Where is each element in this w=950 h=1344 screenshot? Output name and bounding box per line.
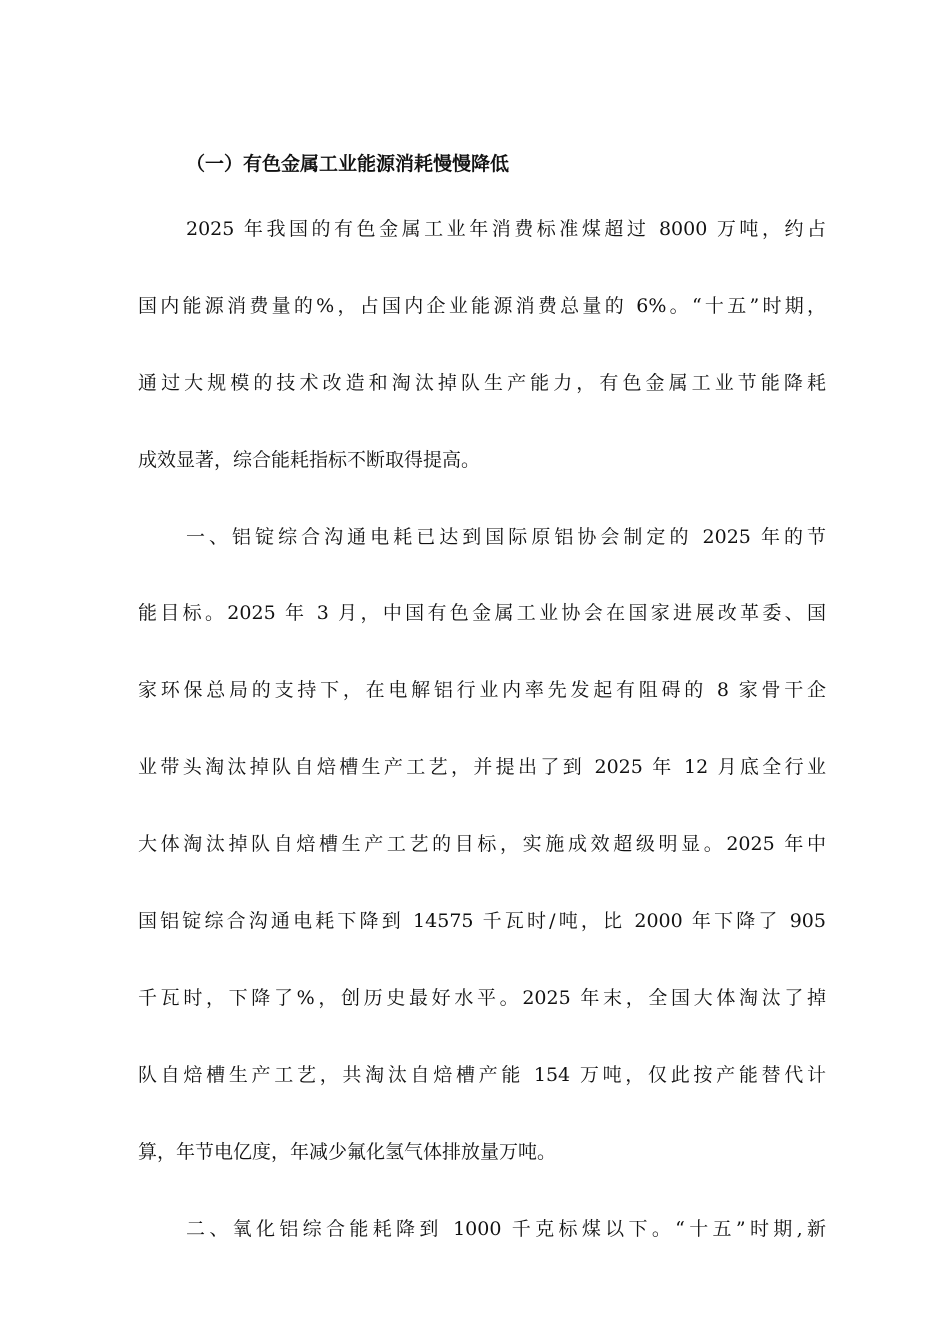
paragraph-line: 通过大规模的技术改造和淘汰掉队生产能力，有色金属工业节能降耗 xyxy=(138,371,826,394)
paragraph-line: 2025 年我国的有色金属工业年消费标准煤超过 8000 万吨，约占 xyxy=(186,218,826,240)
paragraph-2 xyxy=(138,499,826,1191)
paragraph-1 xyxy=(138,191,826,499)
paragraph-line: 国内能源消费量的%，占国内企业能源消费总量的 6%。“十五”时期， xyxy=(138,294,826,317)
paragraph-line: 业带头淘汰掉队自焙槽生产工艺，并提出了到 2025 年 12 月底全行业 xyxy=(138,756,826,779)
paragraph-3 xyxy=(138,1191,826,1268)
paragraph-line: 二、氧化铝综合能耗降到 1000 千克标煤以下。“十五”时期,新 xyxy=(186,1217,826,1240)
paragraph-line: 千瓦时，下降了%，创历史最好水平。2025 年末，全国大体淘汰了掉 xyxy=(138,986,826,1009)
paragraph-line: 成效显著，综合能耗指标不断取得提高。 xyxy=(138,448,481,471)
paragraph-line: 一、铝锭综合沟通电耗已达到国际原铝协会制定的 2025 年的节 xyxy=(186,525,826,548)
paragraph-line: 大体淘汰掉队自焙槽生产工艺的目标，实施成效超级明显。2025 年中 xyxy=(138,833,826,856)
paragraph-line: 国铝锭综合沟通电耗下降到 14575 千瓦时/吨，比 2000 年下降了 905 xyxy=(138,910,826,933)
section-heading: （一）有色金属工业能源消耗慢慢降低 xyxy=(186,153,510,175)
document-body xyxy=(138,138,826,1267)
paragraph-line: 能目标。2025 年 3 月，中国有色金属工业协会在国家进展改革委、国 xyxy=(138,602,826,625)
paragraph-line: 家环保总局的支持下，在电解铝行业内率先发起有阻碍的 8 家骨干企 xyxy=(138,679,826,702)
paragraph-line: 队自焙槽生产工艺，共淘汰自焙槽产能 154 万吨，仅此按产能替代计 xyxy=(138,1063,826,1086)
paragraph-line: 算，年节电亿度，年减少氟化氢气体排放量万吨。 xyxy=(138,1140,557,1163)
